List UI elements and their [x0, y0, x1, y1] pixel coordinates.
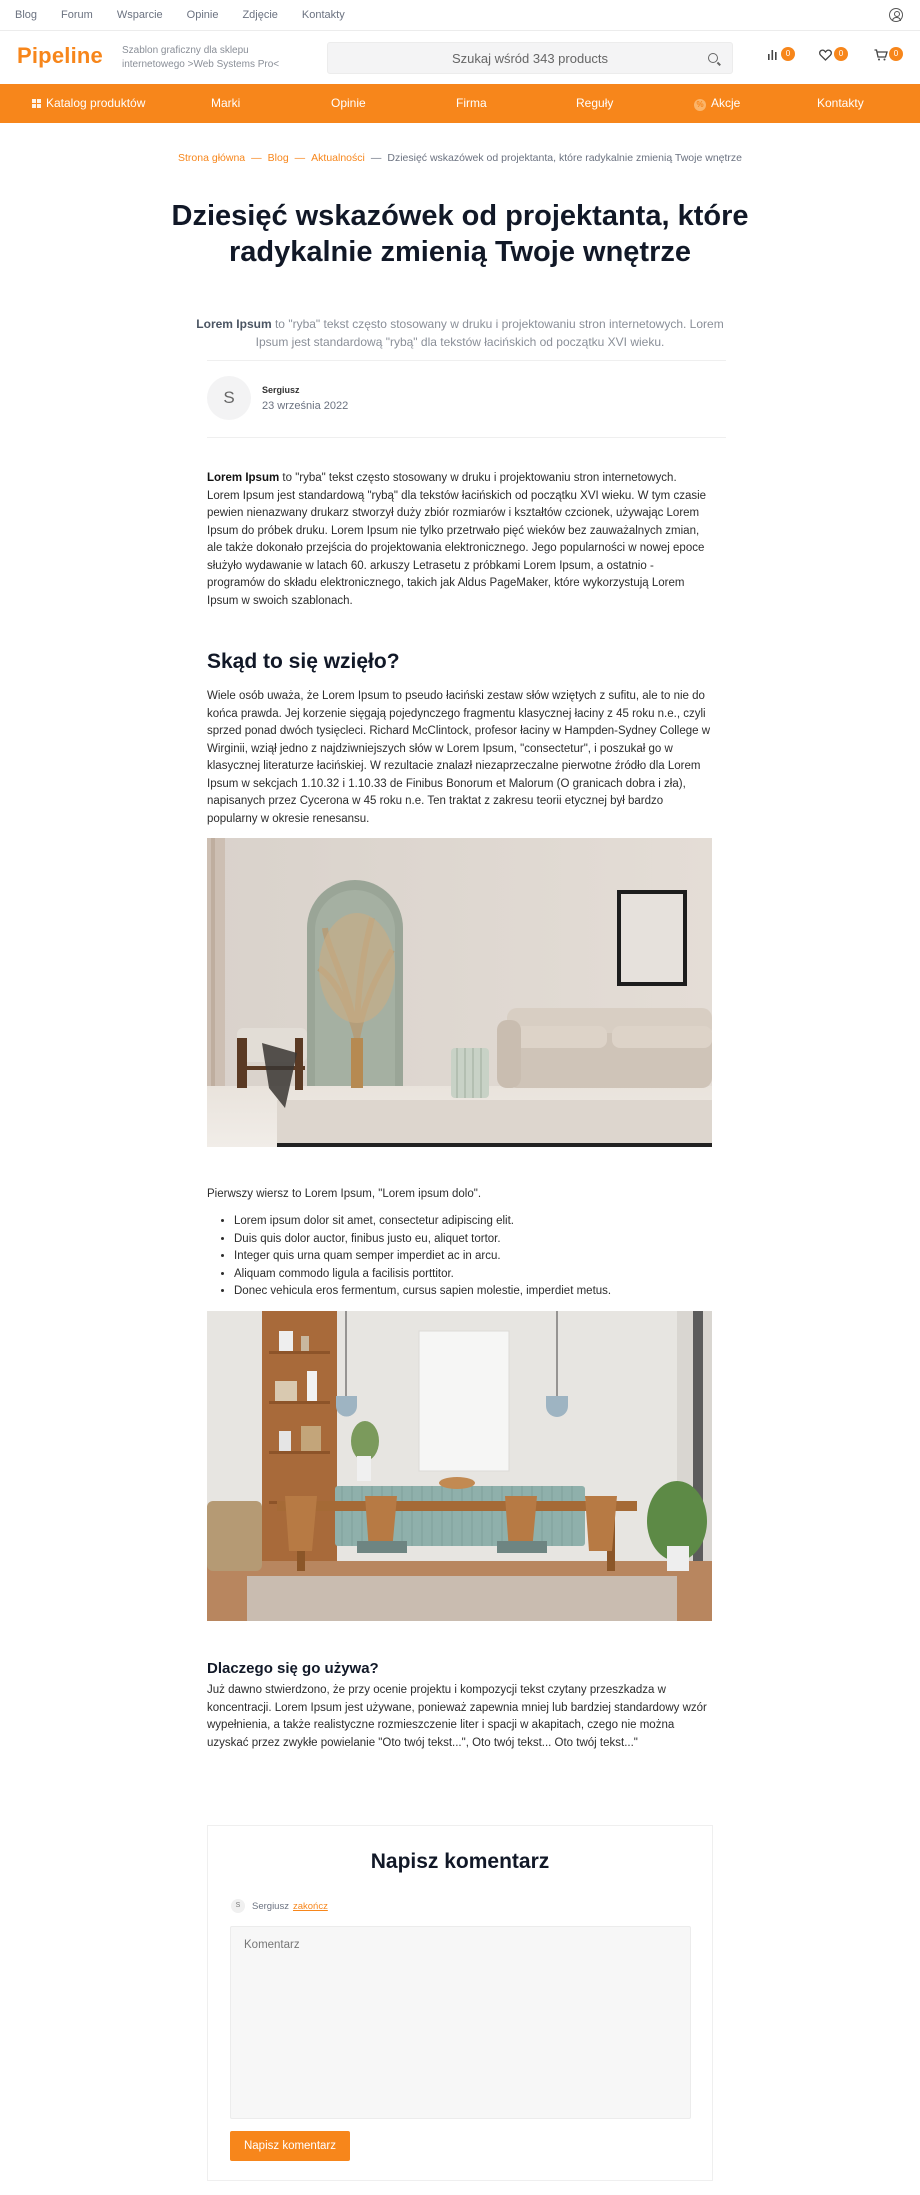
breadcrumb-separator: —: [294, 152, 306, 164]
heart-icon: [819, 49, 832, 64]
paragraph-intro-text: to "ryba" tekst często stosowany w druku i projektowaniu stron internetowych. Lorem Ipsum jest standardową "rybą" dla tekstów łacińskich od początku XVI wieku. W tym czasie pewien nienazwany drukarz stworzył duży zbiór rozmiarów i kształtów czcionek, używając Lorem Ipsum do próbek druku. Lorem Ipsum nie tylko przetrwało pięć wieków bez zauważalnych zmian, ale także dokonało przejścia do projektowania elektronicznego. Jego popularności w nowej epoce służyło wydawanie w latach 60. arkuszy Letrasetu z próbkami Lorem Ipsum, a ostatnio - programów do składu elektronicznego, takich jak Aldus PageMaker, które wykorzystują Lorem Ipsum w swoich szablonach.: [207, 472, 707, 607]
bullet-list: [234, 1213, 714, 1301]
author-name: Sergiusz: [262, 385, 300, 395]
user-circle-icon[interactable]: [889, 8, 903, 22]
dining-room-image: [207, 1311, 712, 1621]
nav-sale-label: Akcje: [711, 96, 741, 110]
breadcrumb-separator: —: [251, 152, 262, 164]
logout-link[interactable]: zakończ: [292, 1901, 328, 1912]
search-input[interactable]: [328, 43, 732, 73]
grid-icon: [32, 99, 41, 108]
avatar: S: [207, 376, 251, 420]
article-lead: [195, 315, 725, 351]
paragraph-origin: Wiele osób uważa, że Lorem Ipsum to pseudo łaciński zestaw słów wziętych z sufitu, ale to nie do końca prawda. Jej korzenie sięgają pojedynczego fragmentu klasycznej łaciny z 45 roku n.e., czyli sprzed ponad dwóch tysięcleci. Richard McClintock, profesor łaciny w Hampden-Sydney College w Wirginii, wziął jedno z najdziwniejszych słów w Lorem Ipsum, "consectetur", i poszukał go w klasycznej literaturze łacińskiej. W rezultacie znalazł niezaprzeczalne pierwotne źródło dla Lorem Ipsum w sekcjach 1.10.32 i 1.10.33 de Finibus Bonorum et Malorum (O granicach dobra i zła), napisanych przez Cycerona w 45 roku n.e. Ten traktat z zakresu teorii etycznej był bardzo popularny w okresie renesansu.: [207, 690, 711, 825]
search-bar: [327, 42, 733, 74]
nav-brands[interactable]: Marki: [211, 96, 241, 110]
cart-count-badge: 0: [889, 47, 903, 61]
site-header: [0, 31, 920, 84]
cart-icon: [874, 49, 888, 64]
topbar-link-reviews[interactable]: Opinie: [186, 9, 219, 21]
logo[interactable]: Pipeline: [17, 43, 103, 68]
comment-user: [252, 1901, 328, 1912]
comment-avatar: S: [231, 1899, 245, 1913]
paragraph-why: Już dawno stwierdzono, że przy ocenie projektu i kompozycji tekst czytany przeszkadza w koncentracji. Lorem Ipsum jest używane, ponieważ zapewnia mniej lub bardziej standardowy wzór wypełnienia, a także realistyczne rozmieszczenie liter i spacji w akapitach, czego nie można uzyskać przez zwykłe powielanie "Oto twój tekst...", Oto twój tekst... Oto twój tekst...": [207, 1684, 707, 1749]
topbar-link-photo[interactable]: Zdjęcie: [242, 9, 278, 21]
bar-chart-icon: [767, 49, 778, 63]
paragraph-intro-bold: Lorem Ipsum: [207, 472, 280, 484]
nav-catalog[interactable]: [32, 84, 145, 123]
comment-form: [207, 1825, 713, 2181]
percent-icon: %: [694, 99, 706, 111]
section-heading: Skąd to się wzięło?: [207, 650, 400, 673]
breadcrumb-current: Dziesięć wskazówek od projektanta, które radykalnie zmienią Twoje wnętrze: [387, 152, 742, 164]
page-title: Dziesięć wskazówek od projektanta, które radykalnie zmienią Twoje wnętrze: [171, 200, 749, 268]
breadcrumb-blog[interactable]: Blog: [267, 152, 289, 164]
nav-contacts[interactable]: Kontakty: [817, 96, 864, 110]
compare-count-badge: 0: [781, 47, 795, 61]
submit-comment-button[interactable]: Napisz komentarz: [230, 2131, 350, 2161]
comment-user-name: Sergiusz: [252, 1901, 289, 1912]
paragraph-intro: [207, 470, 712, 610]
comment-textarea[interactable]: [230, 1926, 691, 2119]
topbar-link-forum[interactable]: Forum: [61, 9, 93, 21]
nav-rules[interactable]: Reguły: [576, 96, 614, 110]
topbar-link-blog[interactable]: Blog: [15, 9, 38, 21]
breadcrumb-home[interactable]: Strona główna: [178, 152, 246, 164]
paragraph-first-line: Pierwszy wiersz to Lorem Ipsum, "Lorem ipsum dolo".: [207, 1188, 482, 1200]
topbar-link-support[interactable]: Wsparcie: [116, 9, 163, 21]
nav-reviews[interactable]: Opinie: [331, 96, 366, 110]
main-nav: [0, 84, 920, 123]
nav-sale[interactable]: [694, 84, 740, 123]
breadcrumb-news[interactable]: Aktualności: [311, 152, 365, 164]
lead-text: to "ryba" tekst często stosowany w druku i projektowaniu stron internetowych. Lorem Ipsum jest standardową "rybą" dla tekstów łacińskich od początku XVI wieku.: [255, 317, 724, 349]
list-item: • Aliquam commodo ligula a facilisis porttitor.: [234, 1266, 714, 1284]
divider: [207, 360, 726, 361]
living-room-image: [207, 838, 712, 1147]
top-bar: [0, 0, 920, 31]
breadcrumb-separator: —: [370, 152, 382, 164]
list-item: • Duis quis dolor auctor, finibus justo eu, aliquet tortor.: [234, 1231, 714, 1249]
breadcrumb: [0, 152, 920, 164]
nav-company[interactable]: Firma: [456, 96, 487, 110]
list-item: • Donec vehicula eros fermentum, cursus sapien molestie, imperdiet metus.: [234, 1283, 714, 1301]
lead-bold: Lorem Ipsum: [196, 317, 272, 331]
list-item: • Integer quis urna quam semper imperdiet ac in arcu.: [234, 1248, 714, 1266]
comment-title: Napisz komentarz: [370, 1850, 550, 1873]
search-icon[interactable]: [708, 53, 718, 63]
tagline: Szablon graficzny dla sklepu internetowego >Web Systems Pro<: [122, 45, 280, 70]
divider: [207, 437, 726, 438]
list-item: • Lorem ipsum dolor sit amet, consectetur adipiscing elit.: [234, 1213, 714, 1231]
topbar-link-contacts[interactable]: Kontakty: [301, 9, 345, 21]
wishlist-count-badge: 0: [834, 47, 848, 61]
subsection-heading: Dlaczego się go używa?: [207, 1660, 379, 1677]
publish-date: 23 września 2022: [262, 400, 349, 412]
nav-catalog-label: Katalog produktów: [46, 96, 146, 110]
